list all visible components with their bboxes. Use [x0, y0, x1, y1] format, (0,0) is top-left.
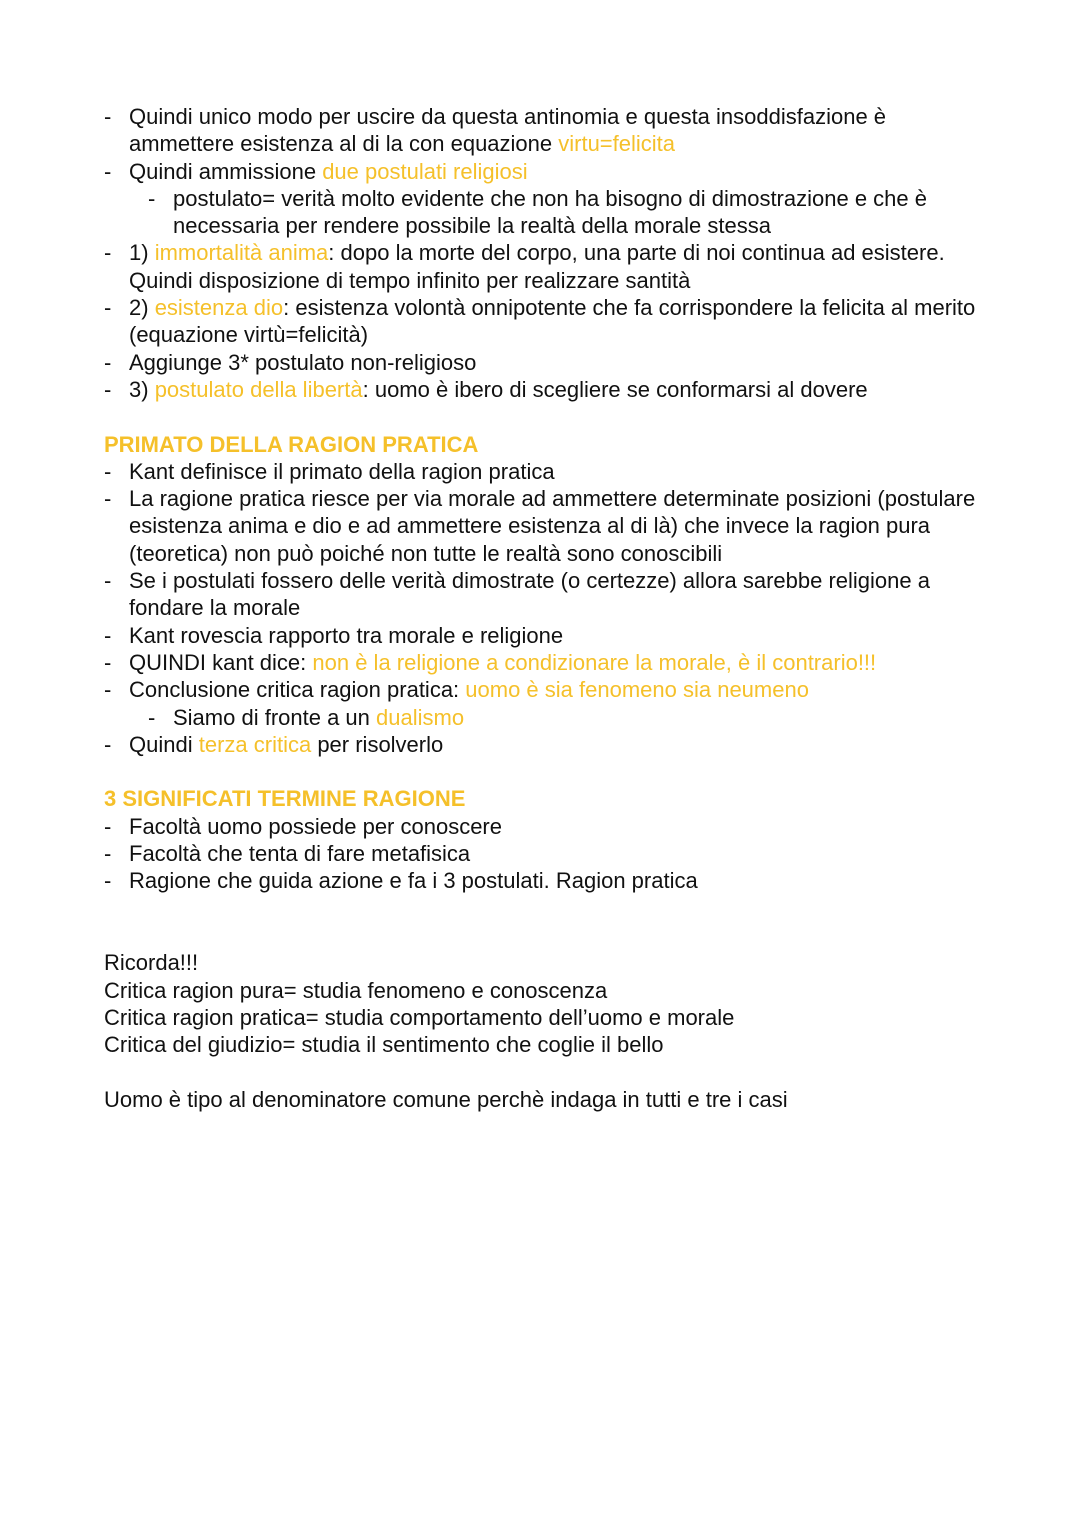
remember-line: Critica del giudizio= studia il sentimento che coglie il bello	[104, 1032, 664, 1058]
section-heading: 3 SIGNIFICATI TERMINE RAGIONE	[104, 786, 466, 812]
bullet-dash: -	[104, 295, 112, 321]
bullet-dash: -	[104, 649, 112, 675]
sub-list-item: - postulato= verità molto evidente che non ha bisogno di dimostrazione e che è necessaria per rendere possibile la realtà della morale stessa	[148, 185, 927, 239]
bullet-dash: -	[104, 349, 112, 375]
highlight-text: due postulati religiosi	[322, 158, 528, 184]
bullet-dash: -	[148, 704, 156, 730]
list-item: - 2) esistenza dio: esistenza volontà onnipotente che fa corrispondere la felicita al merito (equazione virtù=felicità)	[104, 295, 976, 348]
list-item: - Ragione che guida azione e fa i 3 postulati. Ragion pratica	[104, 868, 698, 894]
bullet-dash: -	[104, 568, 112, 594]
list-item: - Quindi unico modo per uscire da questa antinomia e questa insoddisfazione è ammettere esistenza al di la con equazione virtu=felicita	[104, 104, 887, 157]
bullet-dash: -	[104, 376, 112, 402]
highlight-text: terza critica	[198, 731, 312, 757]
bullet-dash: -	[104, 104, 112, 129]
list-item: - 1) immortalità anima: dopo la morte del corpo, una parte di noi continua ad esistere. Quindi disposizione di tempo infinito per realizzare santità	[104, 240, 945, 293]
practical-reason-list	[104, 458, 984, 758]
list-item: - Facoltà che tenta di fare metafisica	[104, 841, 471, 867]
list-item: - Se i postulati fossero delle verità dimostrate (o certezze) allora sarebbe religione a fondare la morale	[104, 568, 930, 621]
bullet-dash: -	[148, 185, 156, 211]
highlight-text: postulato della libertà	[154, 376, 363, 402]
bullet-dash: -	[104, 458, 112, 484]
list-item: - QUINDI kant dice: non è la religione a condizionare la morale, è il contrario!!!	[104, 649, 877, 675]
bullet-dash: -	[104, 158, 112, 184]
bullet-dash: -	[104, 677, 112, 703]
highlight-text: virtu=felicita	[558, 131, 676, 157]
list-item: - Facoltà uomo possiede per conoscere	[104, 813, 502, 839]
list-item: - 3) postulato della libertà: uomo è ibero di scegliere se conformarsi al dovere	[104, 376, 868, 402]
list-item: - Quindi terza critica per risolverlo	[104, 731, 444, 757]
highlight-text: non è la religione a condizionare la morale, è il contrario!!!	[312, 649, 877, 675]
reason-meanings-list	[104, 813, 984, 895]
section-heading: PRIMATO DELLA RAGION PRATICA	[104, 431, 479, 457]
bullet-dash: -	[104, 240, 112, 266]
remember-title: Ricorda!!!	[104, 950, 199, 976]
highlight-text: dualismo	[376, 704, 465, 730]
sub-list-item: - Siamo di fronte a un dualismo	[148, 704, 465, 730]
remember-line: Critica ragion pratica= studia comportamento dell’uomo e morale	[104, 1004, 735, 1030]
bullet-dash: -	[104, 868, 112, 894]
highlight-text: uomo è sia fenomeno sia neumeno	[465, 677, 809, 703]
list-item: - La ragione pratica riesce per via morale ad ammettere determinate posizioni (postulare esistenza anima e dio e ad ammettere esistenza al di là) che invece la ragion pura (teoretica) non può poiché non tutte le realtà sono conoscibili	[104, 486, 976, 566]
bullet-dash: -	[104, 841, 112, 867]
postulates-list	[104, 103, 984, 403]
conclusion-text: Uomo è tipo al denominatore comune perchè indaga in tutti e tre i casi	[104, 1086, 788, 1112]
list-item: - Kant definisce il primato della ragion pratica	[104, 458, 555, 484]
bullet-dash: -	[104, 486, 112, 512]
list-item: - Conclusione critica ragion pratica: uomo è sia fenomeno sia neumeno	[104, 677, 809, 703]
remember-line: Critica ragion pura= studia fenomeno e conoscenza	[104, 977, 608, 1003]
bullet-dash: -	[104, 813, 112, 839]
bullet-dash: -	[104, 622, 112, 648]
highlight-text: immortalità anima	[154, 240, 329, 266]
bullet-dash: -	[104, 731, 112, 757]
list-item: - Quindi ammissione due postulati religiosi	[104, 158, 528, 184]
list-item: - Kant rovescia rapporto tra morale e religione	[104, 622, 564, 648]
document-page	[104, 103, 984, 1113]
remember-block	[104, 949, 984, 1113]
list-item: - Aggiunge 3* postulato non-religioso	[104, 349, 477, 375]
highlight-text: esistenza dio	[154, 295, 284, 321]
